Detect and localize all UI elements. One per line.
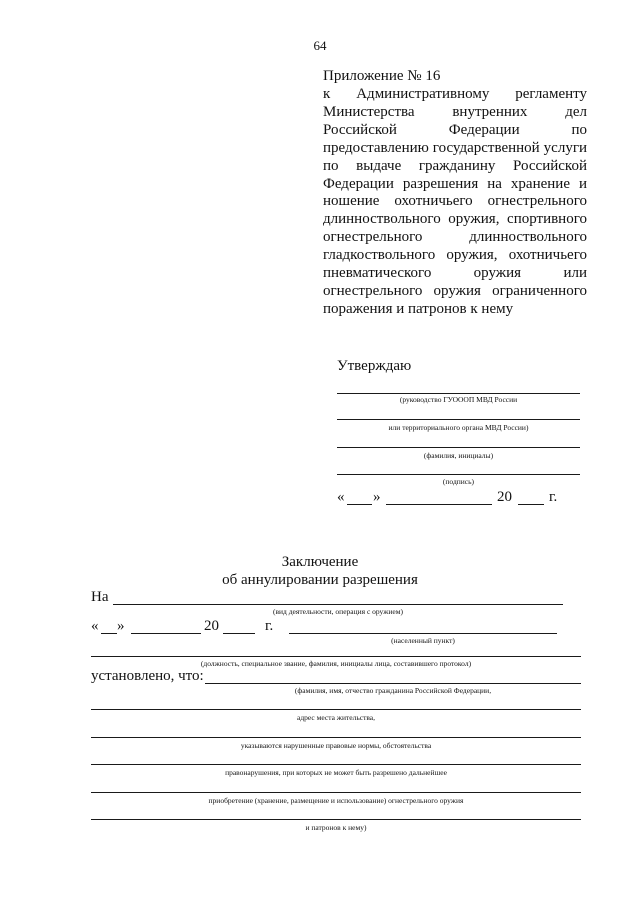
conclusion-date-year-prefix: 20 — [204, 618, 219, 634]
page-number: 64 — [313, 38, 327, 53]
on-label: На — [91, 589, 109, 605]
approval-line-2 — [337, 419, 580, 420]
position-line — [91, 656, 581, 657]
established-label: установлено, что: — [91, 668, 204, 684]
conclusion-date-quote-open: « — [91, 618, 99, 634]
locality-caption: (населенный пункт) — [391, 636, 455, 645]
appendix-title: Приложение № 16 — [323, 68, 441, 84]
approval-line-3 — [337, 447, 580, 448]
established-caption-6: и патронов к нему) — [305, 823, 367, 832]
approval-date-month-line — [386, 504, 492, 505]
conclusion-date-month-line — [131, 633, 201, 634]
locality-line — [289, 633, 557, 634]
approval-date-quote-close: » — [373, 489, 381, 505]
approval-date-day-line — [347, 504, 372, 505]
conclusion-date-year-suffix: г. — [265, 618, 274, 634]
position-caption: (должность, специальное звание, фамилия, инициалы лица, составившего протокол) — [200, 659, 472, 668]
approval-date-quote-open: « — [337, 489, 345, 505]
established-caption-4: правонарушения, при которых не может быть разрешено дальнейшее — [225, 768, 447, 777]
conclusion-title-line2: об аннулировании разрешения — [222, 572, 418, 588]
conclusion-title-line1: Заключение — [281, 554, 359, 570]
established-caption-1: (фамилия, имя, отчество гражданина Российской Федерации, — [294, 686, 492, 695]
approval-caption-4: (подпись) — [442, 477, 475, 486]
established-caption-2: адрес места жительства, — [297, 713, 375, 722]
approval-line-1 — [337, 393, 580, 394]
established-line-6 — [91, 819, 581, 820]
activity-caption: (вид деятельности, операция с оружием) — [273, 607, 403, 616]
established-line-4 — [91, 764, 581, 765]
activity-line — [113, 604, 563, 605]
approval-date-year-suffix: г. — [549, 489, 558, 505]
approval-caption-3: (фамилия, инициалы) — [423, 451, 494, 460]
established-line-3 — [91, 737, 581, 738]
appendix-text: к Административному регламенту Министерства внутренних дел Российской Федерации по предоставлению государственной услуги по выдаче гражданину Российской Федерации разрешения на хранение и ношение охотничьего огнестрельного длинноствольного оружия, спортивного огнестрельного длинноствольного гладкоствольного оружия, охотничьего пневматического оружия или огнестрельного оружия ограниченного поражения и патронов к нему — [323, 86, 587, 317]
established-caption-3: указываются нарушенные правовые нормы, обстоятельства — [240, 741, 432, 750]
approval-title: Утверждаю — [337, 358, 412, 374]
approval-caption-2: или территориального органа МВД России) — [388, 423, 529, 432]
conclusion-date-day-line — [101, 633, 117, 634]
approval-line-4 — [337, 474, 580, 475]
established-caption-5: приобретение (хранение, размещение и использование) огнестрельного оружия — [208, 796, 464, 805]
approval-caption-1: (руководство ГУОООП МВД России — [399, 395, 518, 404]
established-line-2 — [91, 709, 581, 710]
approval-date-year-line — [518, 504, 544, 505]
approval-date-year-prefix: 20 — [497, 489, 512, 505]
conclusion-date-quote-close: » — [117, 618, 125, 634]
established-line-5 — [91, 792, 581, 793]
conclusion-date-year-line — [223, 633, 255, 634]
established-line-1 — [205, 683, 581, 684]
